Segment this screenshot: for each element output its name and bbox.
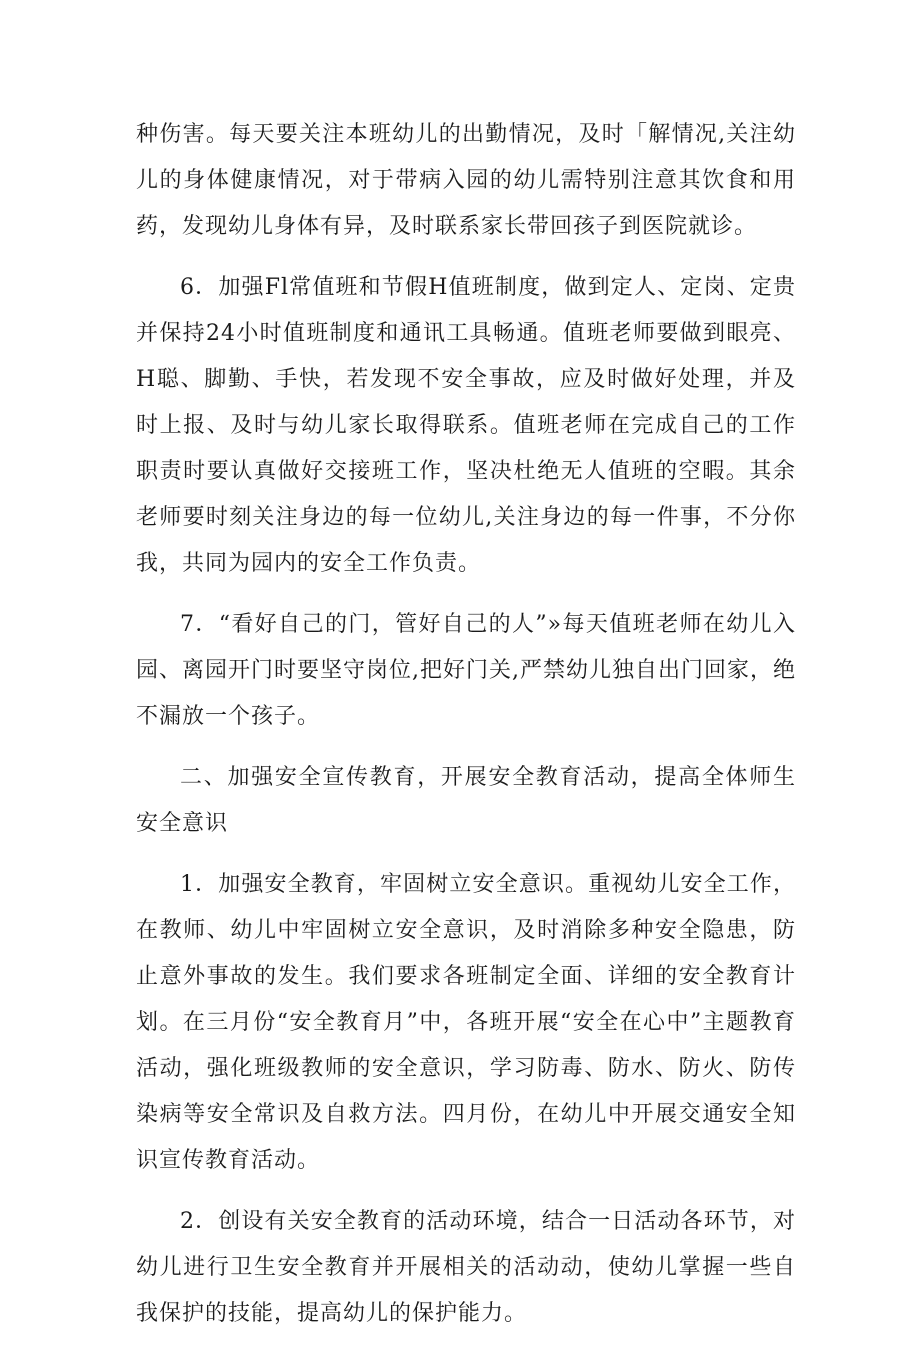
section-heading-2: 二、加强安全宣传教育，开展安全教育活动，提高全体师生安全意识 [136, 765, 796, 836]
paragraph-item-6: 6．加强Fl常值班和节假H值班制度，做到定人、定岗、定贵并保持24小时值班制度和通讯工具畅通。值班老师要做到眼亮、H聪、脚勤、手快，若发现不安全事故，应及时做好处理，并及时上报、及时与幼儿家长取得联系。值班老师在完成自己的工作职责时要认真做好交接班工作，坚决杜绝无人值班的空暇。其余老师要时刻关注身边的每一位幼儿,关注身边的每一件事，不分你我，共同为园内的安全工作负责。 [136, 275, 796, 576]
paragraph-continuation: 种伤害。每天要关注本班幼儿的出勤情况，及时「解情况,关注幼儿的身体健康情况，对于带病入园的幼儿需特别注意其饮食和用药，发现幼儿身体有异，及时联系家长带回孩子到医院就诊。 [136, 122, 796, 239]
paragraph-item-1: 1．加强安全教育，牢固树立安全意识。重视幼儿安全工作，在教师、幼儿中牢固树立安全意识，及时消除多种安全隐患，防止意外事故的发生。我们要求各班制定全面、详细的安全教育计划。在三月份“安全教育月”中，各班开展“安全在心中”主题教育活动，强化班级教师的安全意识，学习防毒、防水、防火、防传染病等安全常识及自救方法。四月份，在幼儿中开展交通安全知识宣传教育活动。 [136, 872, 796, 1173]
paragraph-item-2: 2．创设有关安全教育的活动环境，结合一日活动各环节，对幼儿进行卫生安全教育并开展相关的活动动，使幼儿掌握一些自我保护的技能，提高幼儿的保护能力。 [136, 1209, 796, 1326]
paragraph-item-7: 7．“看好自己的门，管好自己的人”»每天值班老师在幼儿入园、离园开门时要坚守岗位,把好门关,严禁幼儿独自出门回家，绝不漏放一个孩子。 [136, 612, 796, 729]
document-body [136, 112, 796, 1352]
